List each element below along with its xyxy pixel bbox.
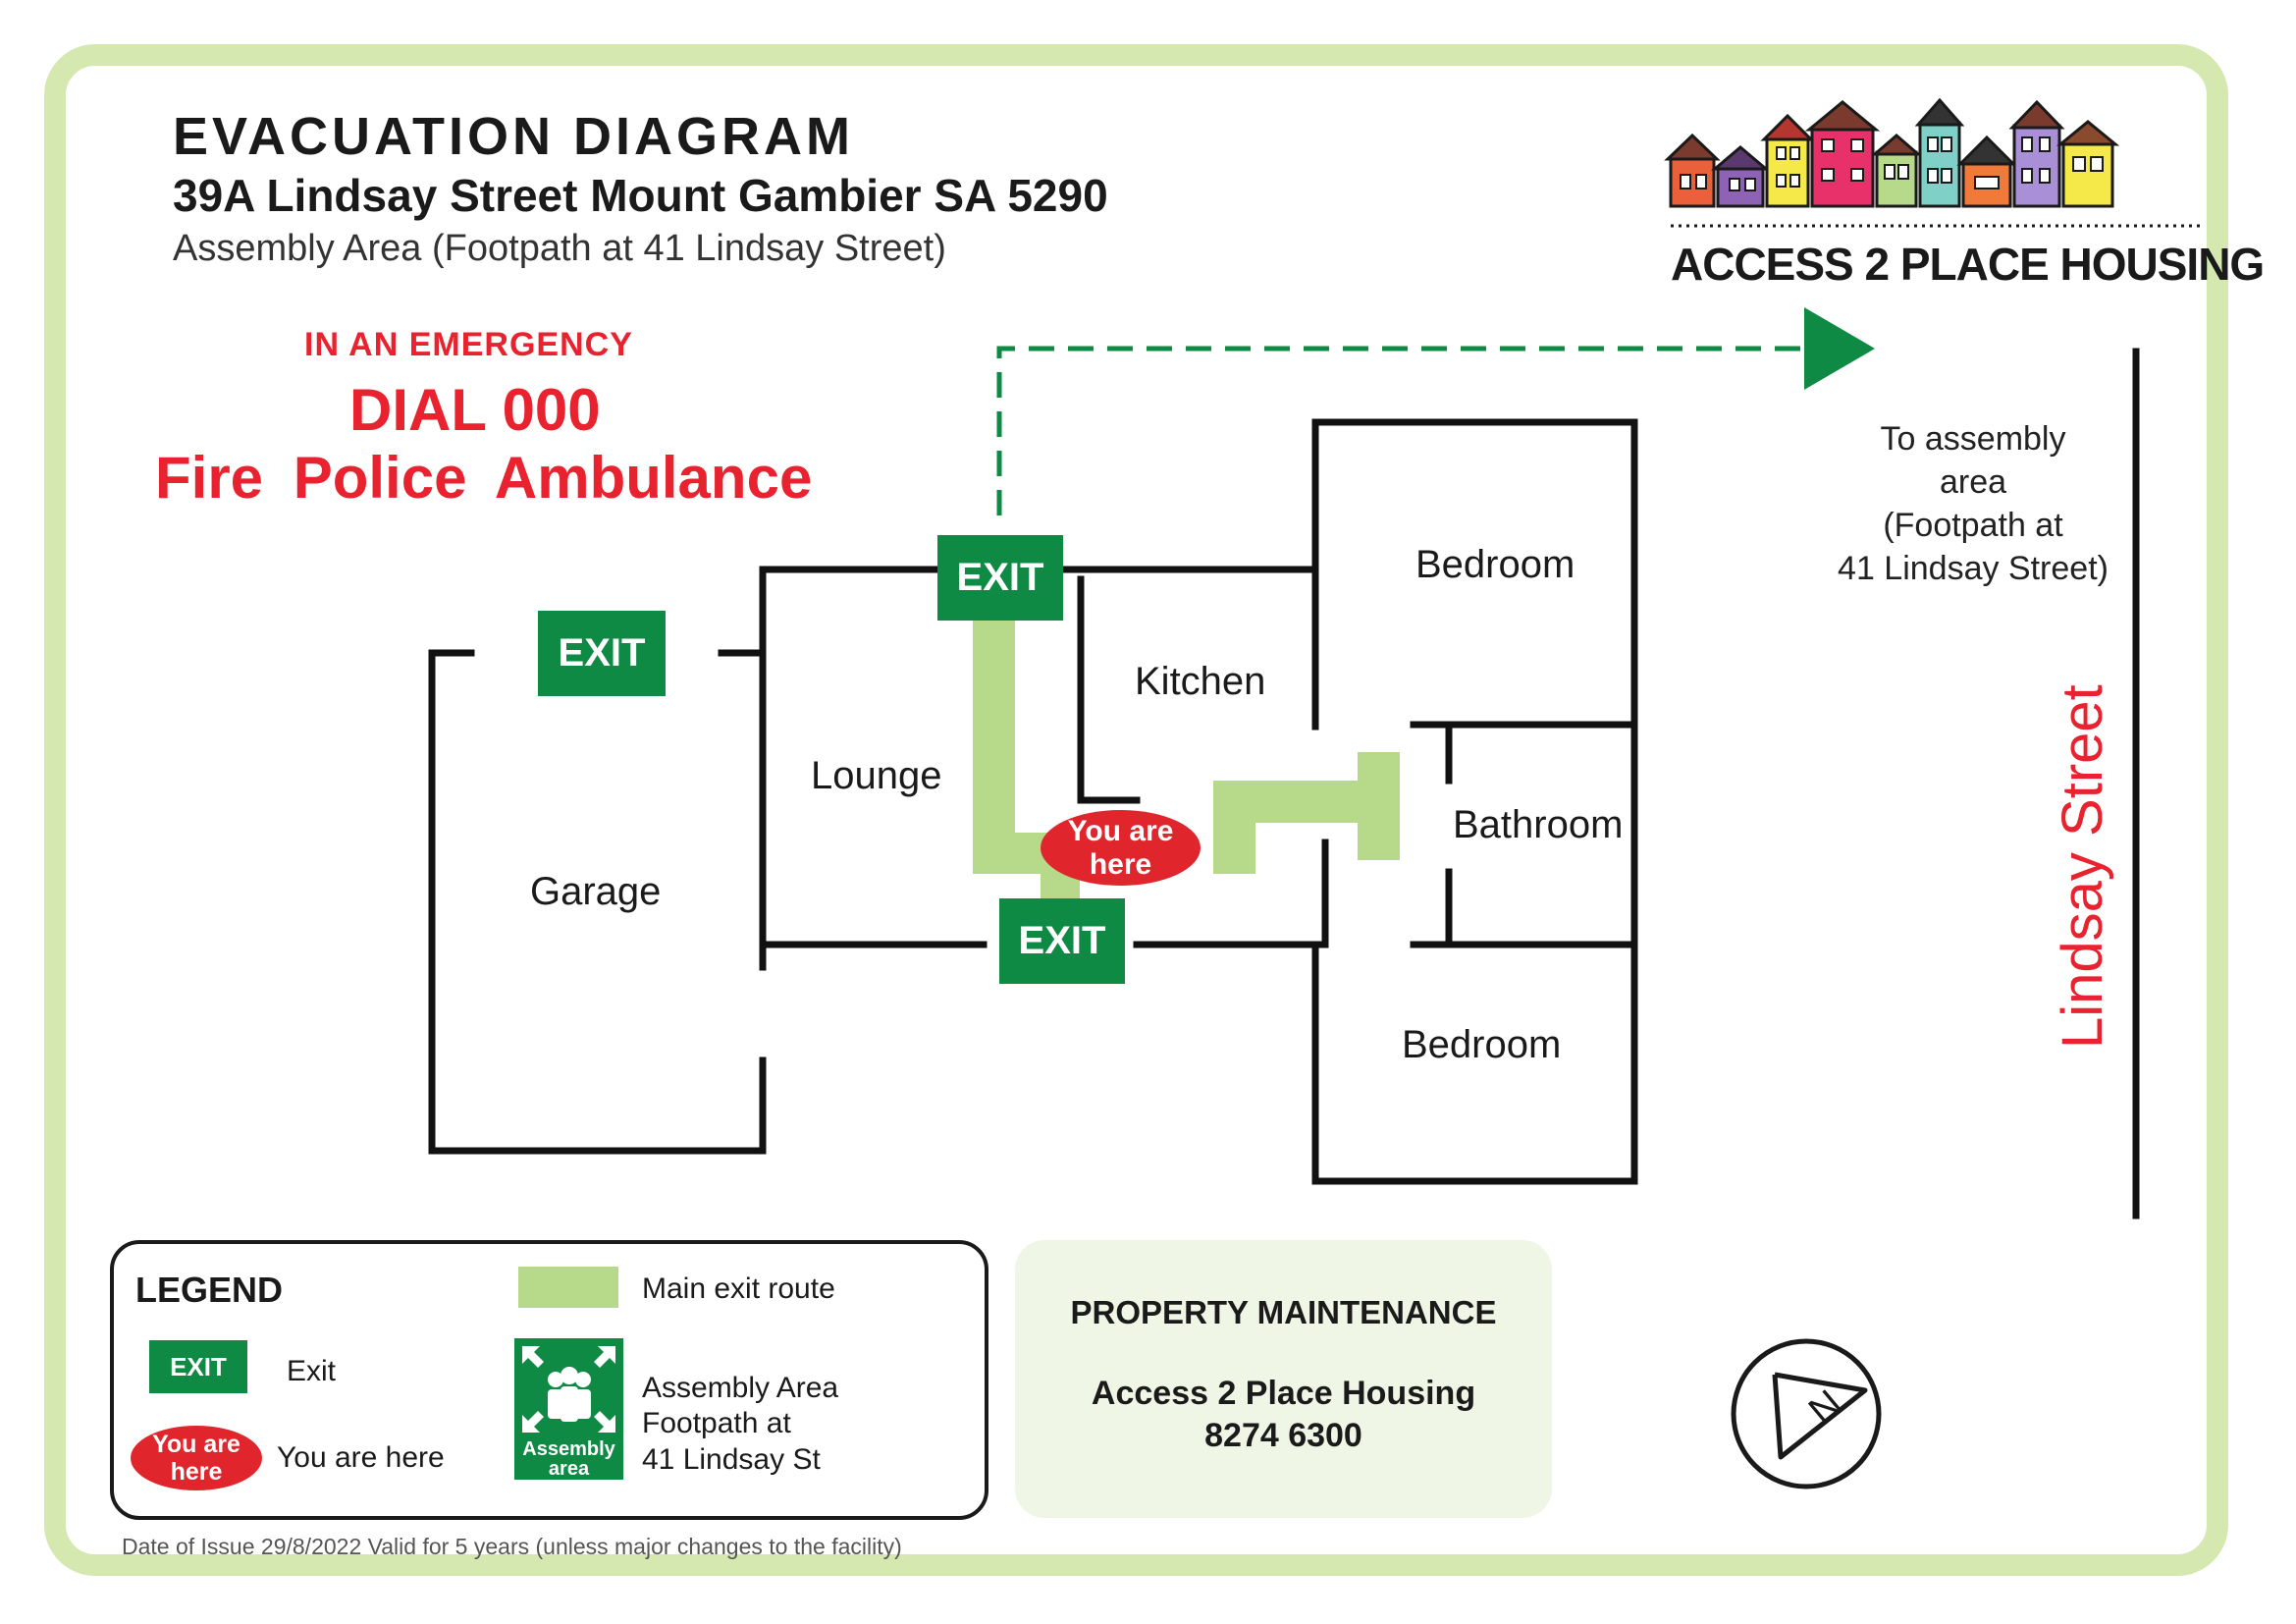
exit-sign-top: EXIT bbox=[937, 535, 1063, 621]
legend-route-desc: Main exit route bbox=[642, 1272, 835, 1305]
legend-you-desc: You are here bbox=[277, 1441, 445, 1474]
exit-sign-garage: EXIT bbox=[538, 611, 666, 696]
legend-you-line2: here bbox=[170, 1458, 223, 1486]
property-address: 39A Lindsay Street Mount Gambier SA 5290 bbox=[173, 170, 1108, 221]
brand-name: ACCESS 2 PLACE HOUSING bbox=[1671, 239, 2265, 290]
emergency-label: IN AN EMERGENCY bbox=[304, 326, 633, 363]
street-name: Lindsay Street bbox=[2051, 684, 2114, 1049]
assembly-icon-label-2: area bbox=[548, 1458, 590, 1480]
legend-exit-sign: EXIT bbox=[149, 1340, 247, 1393]
legend-title: LEGEND bbox=[135, 1270, 284, 1310]
you-are-here-line1: You are bbox=[1067, 814, 1174, 847]
room-bathroom: Bathroom bbox=[1453, 803, 1624, 846]
compass-letter: N bbox=[1800, 1381, 1850, 1434]
legend-exit-desc: Exit bbox=[287, 1355, 337, 1387]
page-title: EVACUATION DIAGRAM bbox=[173, 107, 854, 166]
room-bedroom-top: Bedroom bbox=[1415, 543, 1575, 586]
assembly-icon-label-1: Assembly bbox=[522, 1438, 615, 1460]
maintenance-name: Access 2 Place Housing bbox=[1091, 1375, 1476, 1412]
issue-footer: Date of Issue 29/8/2022 Valid for 5 years (unless major changes to the facility) bbox=[122, 1534, 902, 1559]
legend-assembly-desc-1: Assembly Area bbox=[642, 1372, 839, 1404]
room-bedroom-bottom: Bedroom bbox=[1402, 1023, 1562, 1066]
room-lounge: Lounge bbox=[811, 754, 942, 797]
dial-number: DIAL 000 bbox=[349, 377, 601, 443]
room-garage: Garage bbox=[530, 870, 662, 913]
legend-assembly-desc-3: 41 Lindsay St bbox=[642, 1443, 821, 1476]
emergency-services: Fire Police Ambulance bbox=[155, 445, 813, 511]
maintenance-title: PROPERTY MAINTENANCE bbox=[1070, 1294, 1497, 1330]
legend-assembly-desc-2: Footpath at bbox=[642, 1407, 791, 1439]
room-kitchen: Kitchen bbox=[1135, 660, 1266, 703]
maintenance-phone: 8274 6300 bbox=[1204, 1417, 1362, 1454]
legend-you-line1: You are bbox=[152, 1431, 240, 1458]
assembly-area-subtitle: Assembly Area (Footpath at 41 Lindsay Street) bbox=[173, 228, 946, 269]
exit-sign-bottom: EXIT bbox=[999, 898, 1125, 984]
you-are-here-line2: here bbox=[1089, 847, 1152, 881]
to-assembly-note: To assembly area (Footpath at 41 Lindsay Street) bbox=[1838, 420, 2109, 587]
